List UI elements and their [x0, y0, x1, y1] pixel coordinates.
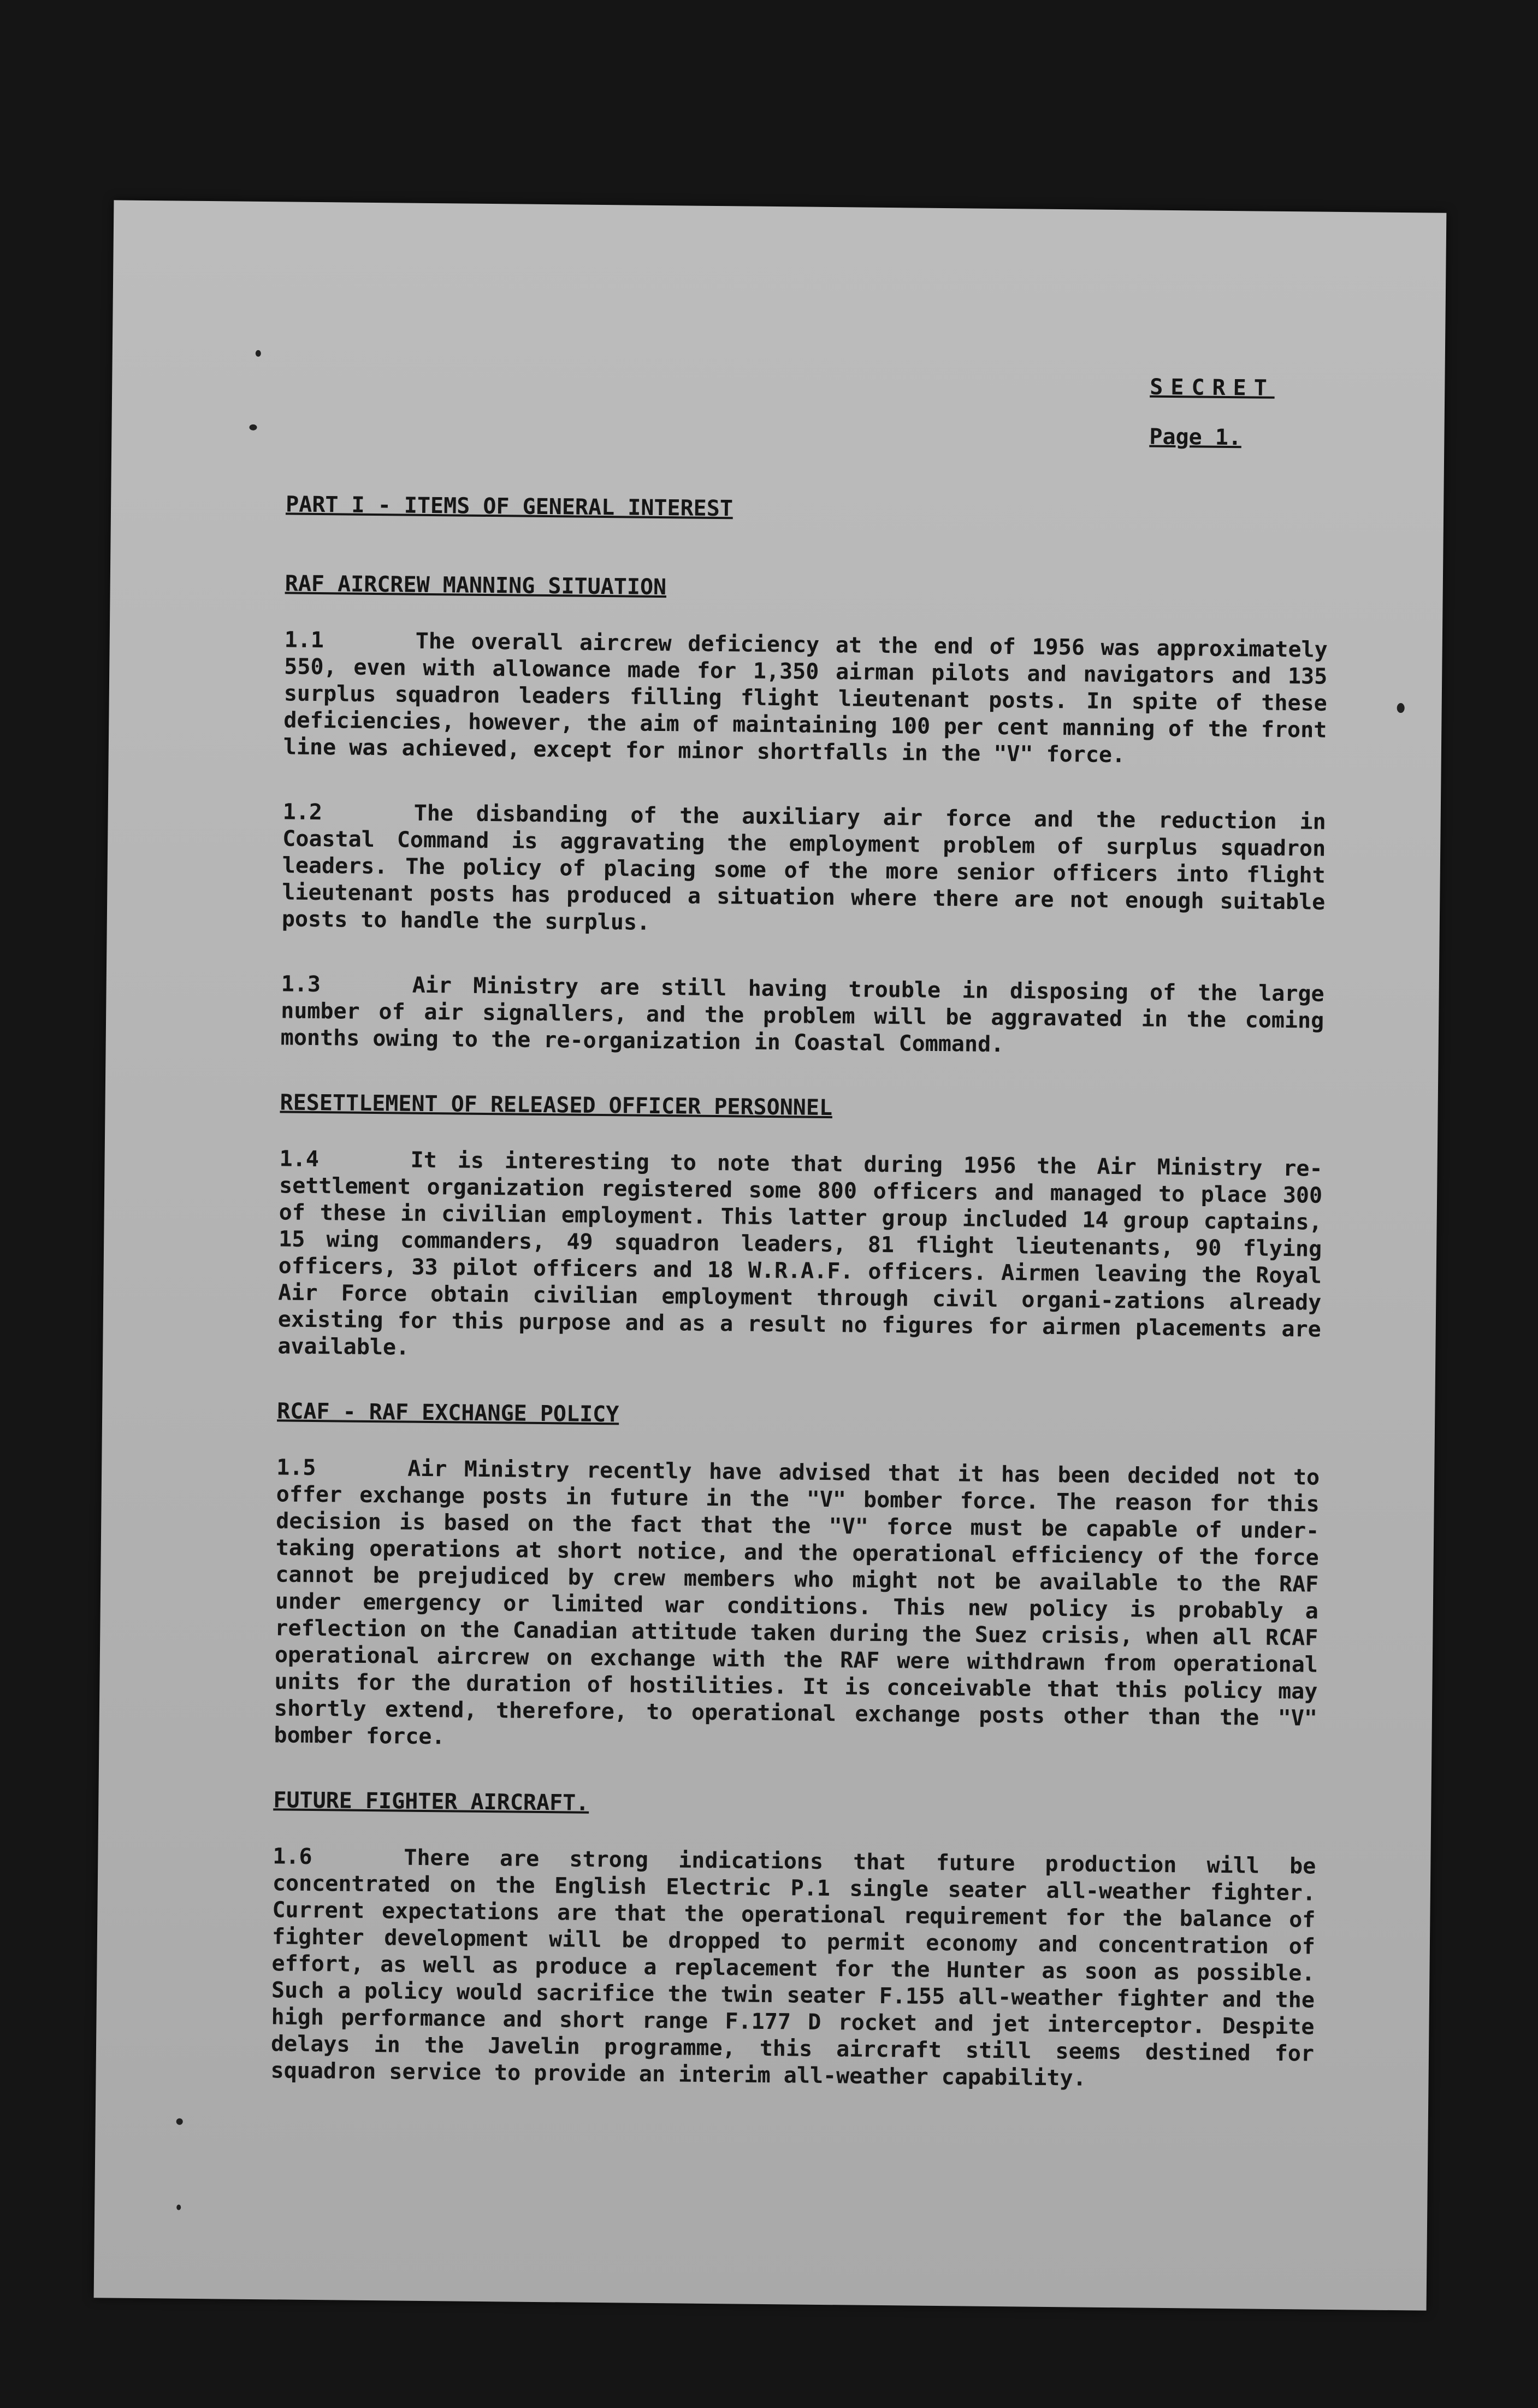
- section-future-fighter: [270, 1787, 1316, 2094]
- paragraph-text: Air Ministry are still having trouble in disposing of the large number of air signallers, and the problem will be aggravated in the coming months owing to the re-organization in Coastal Command.: [280, 972, 1324, 1058]
- paragraph-text: There are strong indications that future production will be concentrated on the English Electric P.1 single seater all-weather fighter. Current expectations are that the operational requirement for the balance of fighter development will be dropped to permit economy and concentration of effort, as well as produce a replacement for the Hunter as soon as possible. Such a policy would sacrifice the twin seater F.155 all-weather fighter and the high performance and short range F.177 D rocket and jet interceptor. Despite delays in the Javelin programme, this aircraft still seems destined for squadron service to provide an interim all-weather capability.: [270, 1845, 1316, 2091]
- scan-speck: [1397, 703, 1405, 713]
- page-number: Page 1.: [1149, 424, 1242, 451]
- paragraph: [283, 627, 1328, 770]
- scan-speck: [176, 2118, 183, 2125]
- paragraph-text: The overall aircrew deficiency at the end of 1956 was approximately 550, even with allowance made for 1,350 airman pilots and navigators and 135 surplus squadron leaders filling flight lieutenant posts. In spite of these deficiencies, however, the aim of maintaining 100 per cent manning of the front line was achieved, except for minor shortfalls in the "V" force.: [283, 628, 1328, 768]
- section-heading: RCAF - RAF EXCHANGE POLICY: [276, 1398, 619, 1427]
- section-heading: RESETTLEMENT OF RELEASED OFFICER PERSONNEL: [280, 1090, 833, 1121]
- document-sheet: [94, 200, 1447, 2310]
- document-body: [270, 491, 1329, 2132]
- page-marking: [1149, 374, 1275, 452]
- classification-label: SECRET: [1150, 374, 1275, 401]
- section-heading: RAF AIRCREW MANNING SITUATION: [285, 571, 667, 600]
- paragraph: [277, 1146, 1323, 1370]
- paragraph-number: 1.3: [281, 971, 321, 998]
- part-title: PART I - ITEMS OF GENERAL INTEREST: [285, 492, 733, 522]
- section-resettlement: [277, 1089, 1323, 1370]
- paragraph-number: 1.4: [279, 1146, 320, 1172]
- paragraph-number: 1.6: [273, 1844, 312, 1870]
- paragraph-text: It is interesting to note that during 1956 the Air Ministry re-settlement organization registered some 800 officers and managed to place 300 of these in civilian employment. This latter group included 14 group captains, 15 wing commanders, 49 squadron leaders, 81 flight lieutenants, 90 flying officers, 33 pilot officers and 18 W.R.A.F. officers. Airmen leaving the Royal Air Force obtain civilian employment through civil organi-zations already existing for this purpose and as a result no figures for airmen placements are available.: [277, 1147, 1323, 1360]
- paragraph: [281, 971, 1324, 1061]
- paragraph-number: 1.5: [276, 1455, 316, 1481]
- section-aircrew-manning: [281, 570, 1328, 1061]
- paragraph-text: The disbanding of the auxiliary air force and the reduction in Coastal Command is aggravating the employment problem of surplus squadron leaders. The policy of placing some of the more senior officers into flight lieutenant posts has produced a situation where there are not enough suitable posts to handle the surplus.: [281, 800, 1326, 935]
- scan-speck: [249, 424, 257, 430]
- paragraph: [270, 1843, 1316, 2094]
- paragraph-number: 1.1: [284, 627, 324, 653]
- section-heading: FUTURE FIGHTER AIRCRAFT.: [273, 1787, 589, 1816]
- scan-speck: [176, 2205, 181, 2210]
- paragraph-number: 1.2: [282, 799, 323, 825]
- paragraph: [282, 799, 1326, 942]
- scan-speck: [256, 350, 261, 357]
- paragraph-text: Air Ministry recently have advised that it has been decided not to offer exchange posts in future in the "V" bomber force. The reason for this decision is based on the fact that the "V" force must be capable of under-taking operations at short notice, and the operational efficiency of the force cannot be prejudiced by crew members who might not be available to the RAF under emergency or limited war conditions. This new policy is probably a reflection on the Canadian attitude taken during the Suez crisis, when all RCAF operational aircrew on exchange with the RAF were withdrawn from operational units for the duration of hostilities. It is conceivable that this policy may shortly extend, therefore, to operational exchange posts other than the "V" bomber force.: [274, 1456, 1320, 1750]
- section-exchange-policy: [274, 1398, 1320, 1758]
- paragraph: [274, 1454, 1320, 1758]
